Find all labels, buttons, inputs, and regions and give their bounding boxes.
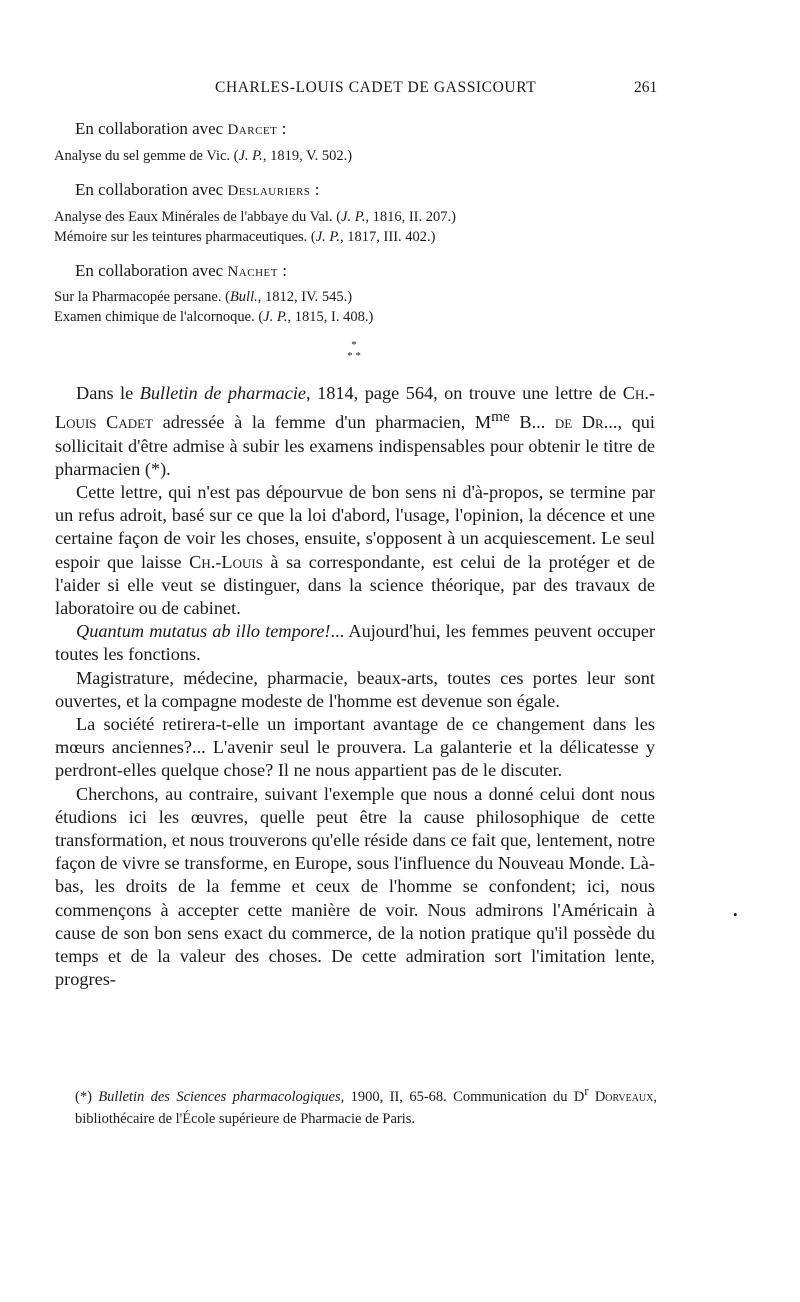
ref-tail: , 1815, I. 408.) xyxy=(287,309,374,325)
paragraph xyxy=(55,382,655,481)
latin-quote: Quantum mutatus ab illo tempore! xyxy=(76,621,331,642)
paragraph: La société retirera-t-elle un important avantage de ce changement dans les mœurs anciennes?... L'avenir seul le prouvera. La galanterie et la délicatesse y perdront-elles quelque chose? Il ne nous appartient pas de le discuter. xyxy=(55,713,655,781)
text-run: à sa correspondante, est celui de la protéger et de l'aider si elle veut se distinguer, dans la science théorique, par des travaux de laboratoire ou de cabinet. xyxy=(55,551,655,618)
ref-journal: J. P. xyxy=(315,229,341,245)
ref-journal: J. P. xyxy=(263,309,288,325)
person-name: Ch.-Louis Cadet xyxy=(55,383,656,433)
text-run: ... Aujourd'hui, les femmes peuvent occuper toutes les fonctions. xyxy=(55,621,656,665)
collab-name: Darcet xyxy=(227,122,278,138)
collab-heading-deslauriers xyxy=(75,180,319,200)
reference-item xyxy=(54,229,436,246)
paragraph xyxy=(55,481,655,620)
main-text xyxy=(55,382,655,991)
ref-tail: , 1816, II. 207.) xyxy=(365,209,456,225)
reference-item xyxy=(54,309,373,326)
ref-title: Analyse des Eaux Minérales de l'abbaye du Val. ( xyxy=(54,209,342,225)
footnote xyxy=(75,1080,657,1130)
reference-item xyxy=(54,148,352,165)
text-run: B... xyxy=(509,412,555,433)
ref-journal: J. P. xyxy=(341,209,366,225)
paragraph xyxy=(55,620,655,666)
person-name: Dorveaux xyxy=(594,1088,654,1105)
collab-intro: En collaboration avec xyxy=(75,261,228,280)
text-run: , 1814, page 564, on trouve une lettre de xyxy=(306,383,623,403)
text-run: adressée à la femme d'un pharmacien, M xyxy=(152,412,492,433)
text-run: , 1900, II, 65-68. Communication du D xyxy=(340,1088,585,1105)
asterism: * * * xyxy=(347,339,361,362)
ref-tail: , 1819, V. 502.) xyxy=(262,148,353,164)
person-name: de Dr xyxy=(554,412,604,433)
margin-mark: • xyxy=(733,907,738,922)
person-name: Ch.-Louis xyxy=(189,551,263,572)
collab-heading-nachet xyxy=(75,261,287,281)
text-run: , bibliothécaire de l'École supérieure de Pharmacie de Paris. xyxy=(75,1088,657,1127)
running-title: CHARLES-LOUIS CADET DE GASSICOURT xyxy=(215,79,537,96)
ref-title: Sur la Pharmacopée persane. ( xyxy=(54,289,230,305)
superscript: me xyxy=(491,408,510,426)
ref-title: Mémoire sur les teintures pharmaceutiques. ( xyxy=(54,229,316,245)
collab-heading-darcet xyxy=(75,119,286,139)
footnote-journal: Bulletin des Sciences pharmacologiques xyxy=(98,1088,341,1105)
text-run: Dans le xyxy=(76,383,140,403)
ref-tail: , 1817, III. 402.) xyxy=(340,229,436,245)
text-run: ..., qui sollicitait d'être admise à subir les examens indispensables pour obtenir le titre de pharmacien (*). xyxy=(55,412,655,479)
collab-colon: : xyxy=(277,119,287,138)
collab-name: Nachet xyxy=(227,264,278,280)
footnote-mark: (*) xyxy=(75,1088,99,1105)
ref-tail: , 1812, IV. 545.) xyxy=(257,289,353,305)
ref-title: Analyse du sel gemme de Vic. ( xyxy=(54,148,239,164)
paragraph: Cherchons, au contraire, suivant l'exemple que nous a donné celui dont nous étudions ici les œuvres, quelle peut être la cause philosophique de cette transformation, et nous trouverons qu'elle réside dans ce fait que, lentement, notre façon de vivre se transforme, en Europe, sous l'influence du Nouveau Monde. Là-bas, les droits de la femme et ceux de l'homme se confondent; ici, nous commençons à accepter cette manière de voir. Nous admirons l'Américain à cause de son bon sens exact du commerce, de la notion pratique qu'il possède du temps et de la valeur des choses. De cette admiration sort l'imitation lente, progres- xyxy=(55,783,655,990)
ref-journal: Bull. xyxy=(229,289,258,305)
ref-title: Examen chimique de l'alcornoque. ( xyxy=(54,309,264,325)
collab-intro: En collaboration avec xyxy=(75,180,228,199)
collab-intro: En collaboration avec xyxy=(75,119,228,138)
page-number: 261 xyxy=(634,79,658,96)
reference-item xyxy=(54,209,456,226)
collab-colon: : xyxy=(277,261,287,280)
reference-item xyxy=(54,289,352,306)
paragraph: Magistrature, médecine, pharmacie, beaux-arts, toutes ces portes leur sont ouvertes, et la compagne modeste de l'homme est devenue son égale. xyxy=(55,667,655,711)
ref-journal: J. P. xyxy=(238,148,263,164)
text-run: Cette lettre, qui n'est pas dépourvue de bon sens ni d'à-propos, se termine par un refus adroit, basé sur ce que la loi d'abord, l'usage, l'opinion, la décence et une certaine façon de voir les choses, ensuite, s'opposent à un acquiescement. Le seul espoir que laisse xyxy=(55,481,655,572)
collab-name: Deslauriers xyxy=(227,183,311,199)
collab-colon: : xyxy=(310,180,320,199)
journal-title: Bulletin de pharmacie xyxy=(139,383,307,403)
superscript: r xyxy=(584,1084,589,1098)
